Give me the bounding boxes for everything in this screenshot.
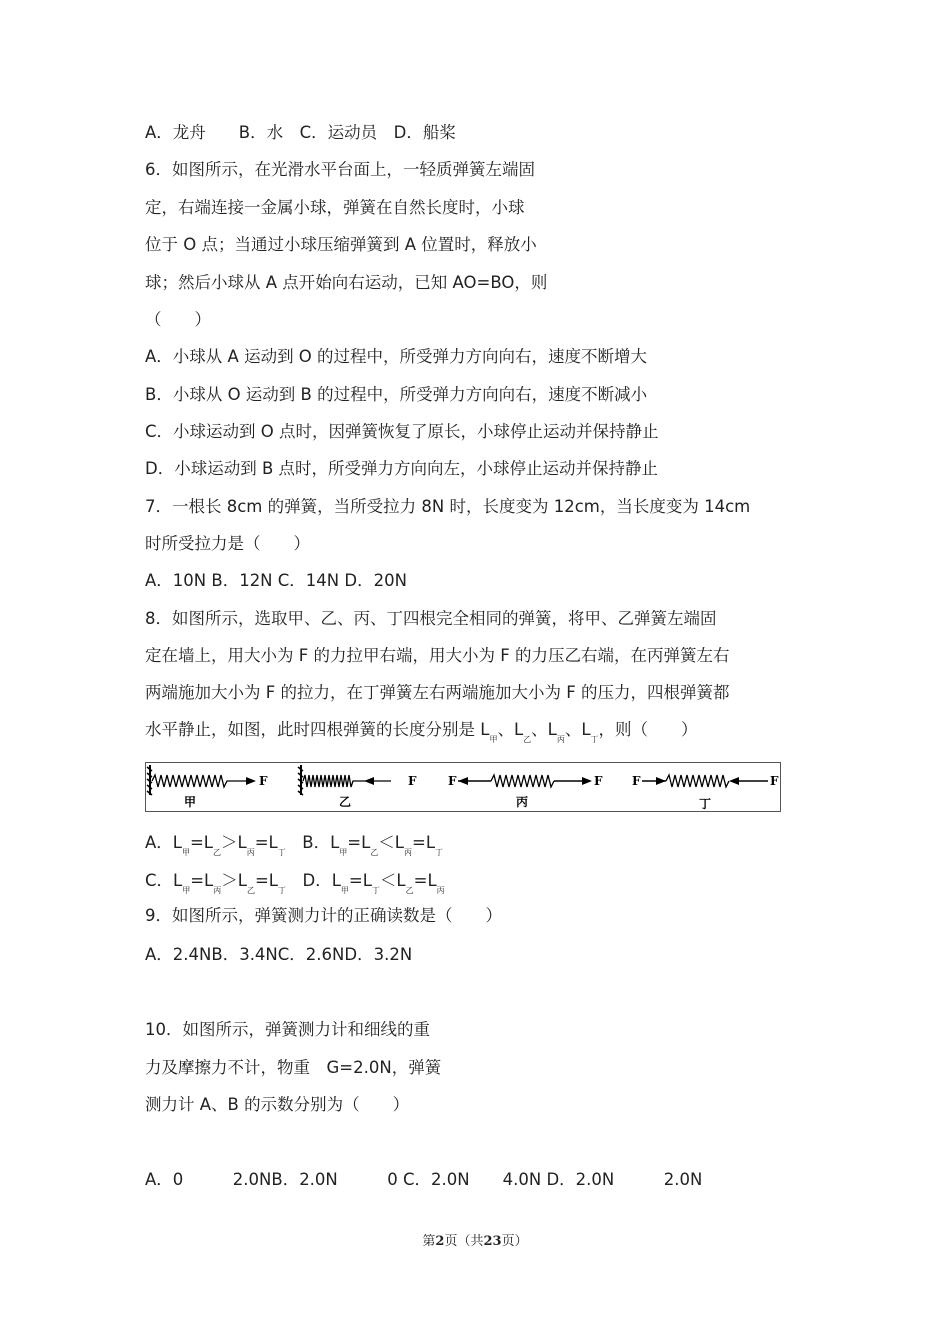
- q7-stem-line1: 7．一根长 8cm 的弹簧，当所受拉力 8N 时，长度变为 12cm，当长度变为 14cm: [145, 497, 751, 516]
- force-label-ding-left: F: [632, 774, 641, 788]
- label-ding: 丁: [699, 797, 712, 811]
- force-label-jia: F: [259, 774, 268, 788]
- q6-option-d: D．小球运动到 B 点时，所受弹力方向向左，小球停止运动并保持静止: [145, 459, 659, 478]
- q6-option-c: C．小球运动到 O 点时，因弹簧恢复了原长，小球停止运动并保持静止: [145, 422, 659, 441]
- page-footer: 第2页（共23页）: [422, 1234, 528, 1249]
- q7-options: A．10N B．12N C．14N D．20N: [145, 571, 407, 590]
- q8-options-ab: A．$L_甲=L_乙>L_丙=L_丁$ B．$L_甲=L_乙<L_丙=L_丁$: [145, 833, 444, 857]
- q9-stem: 9．如图所示，弹簧测力计的正确读数是（ ）: [145, 906, 502, 925]
- q8-stem-line4: 水平静止，如图，此时四根弹簧的长度分别是 $L_甲$、$L_乙$、$L_丙$、$L_丁$，则（ ）: [145, 720, 698, 744]
- q6-stem-line1: 6．如图所示，在光滑水平台面上，一轻质弹簧左端固: [145, 160, 535, 179]
- q9-options: A．2.4NB．3.4NC．2.6ND．3.2N: [145, 945, 413, 964]
- spring-ding: [642, 775, 768, 787]
- q6-stem-line4: 球；然后小球从 A 点开始向右运动，已知 AO=BO，则: [145, 273, 548, 292]
- label-jia: 甲: [184, 795, 197, 809]
- label-bing: 丙: [516, 795, 529, 809]
- force-label-bing-right: F: [594, 774, 603, 788]
- q6-stem-line5: （ ）: [145, 310, 211, 329]
- q8-stem-line1: 8．如图所示，选取甲、乙、丙、丁四根完全相同的弹簧，将甲、乙弹簧左端固: [145, 609, 717, 628]
- springs-diagram: [146, 763, 780, 811]
- q8-stem-line3: 两端施加大小为 F 的拉力，在丁弹簧左右两端施加大小为 F 的压力，四根弹簧都: [145, 683, 730, 702]
- springs-figure: [145, 762, 781, 812]
- q6-option-a: A．小球从 A 运动到 O 的过程中，所受弹力方向向右，速度不断增大: [145, 347, 648, 366]
- q5-options: A．龙舟 B．水 C．运动员 D．船桨: [145, 123, 456, 142]
- q6-stem-line3: 位于 O 点；当通过小球压缩弹簧到 A 位置时，释放小: [145, 235, 537, 254]
- spring-jia: [147, 765, 256, 795]
- force-label-yi: F: [408, 774, 417, 788]
- q10-stem-line2: 力及摩擦力不计，物重 G=2.0N，弹簧: [145, 1058, 442, 1077]
- label-yi: 乙: [339, 795, 352, 809]
- q8-options-cd: C．$L_甲=L_丙>L_乙=L_丁$ D．$L_甲=L_丁<L_乙=L_丙$: [145, 871, 445, 895]
- q10-stem-line3: 测力计 A、B 的示数分别为（ ）: [145, 1095, 410, 1114]
- q6-stem-line2: 定，右端连接一金属小球，弹簧在自然长度时，小球: [145, 198, 525, 217]
- spring-yi: [298, 765, 391, 795]
- q8-stem-line2: 定在墙上，用大小为 F 的力拉甲右端，用大小为 F 的力压乙右端，在丙弹簧左右: [145, 646, 730, 665]
- q7-stem-line2: 时所受拉力是（ ）: [145, 534, 310, 553]
- q6-option-b: B．小球从 O 运动到 B 的过程中，所受弹力方向向右，速度不断减小: [145, 385, 648, 404]
- q10-options: A．0 2.0NB．2.0N 0 C．2.0N 4.0N D．2.0N 2.0N: [145, 1170, 703, 1189]
- q10-stem-line1: 10．如图所示，弹簧测力计和细线的重: [145, 1020, 430, 1039]
- force-label-bing-left: F: [448, 774, 457, 788]
- spring-bing: [458, 775, 592, 787]
- force-label-ding-right: F: [770, 774, 779, 788]
